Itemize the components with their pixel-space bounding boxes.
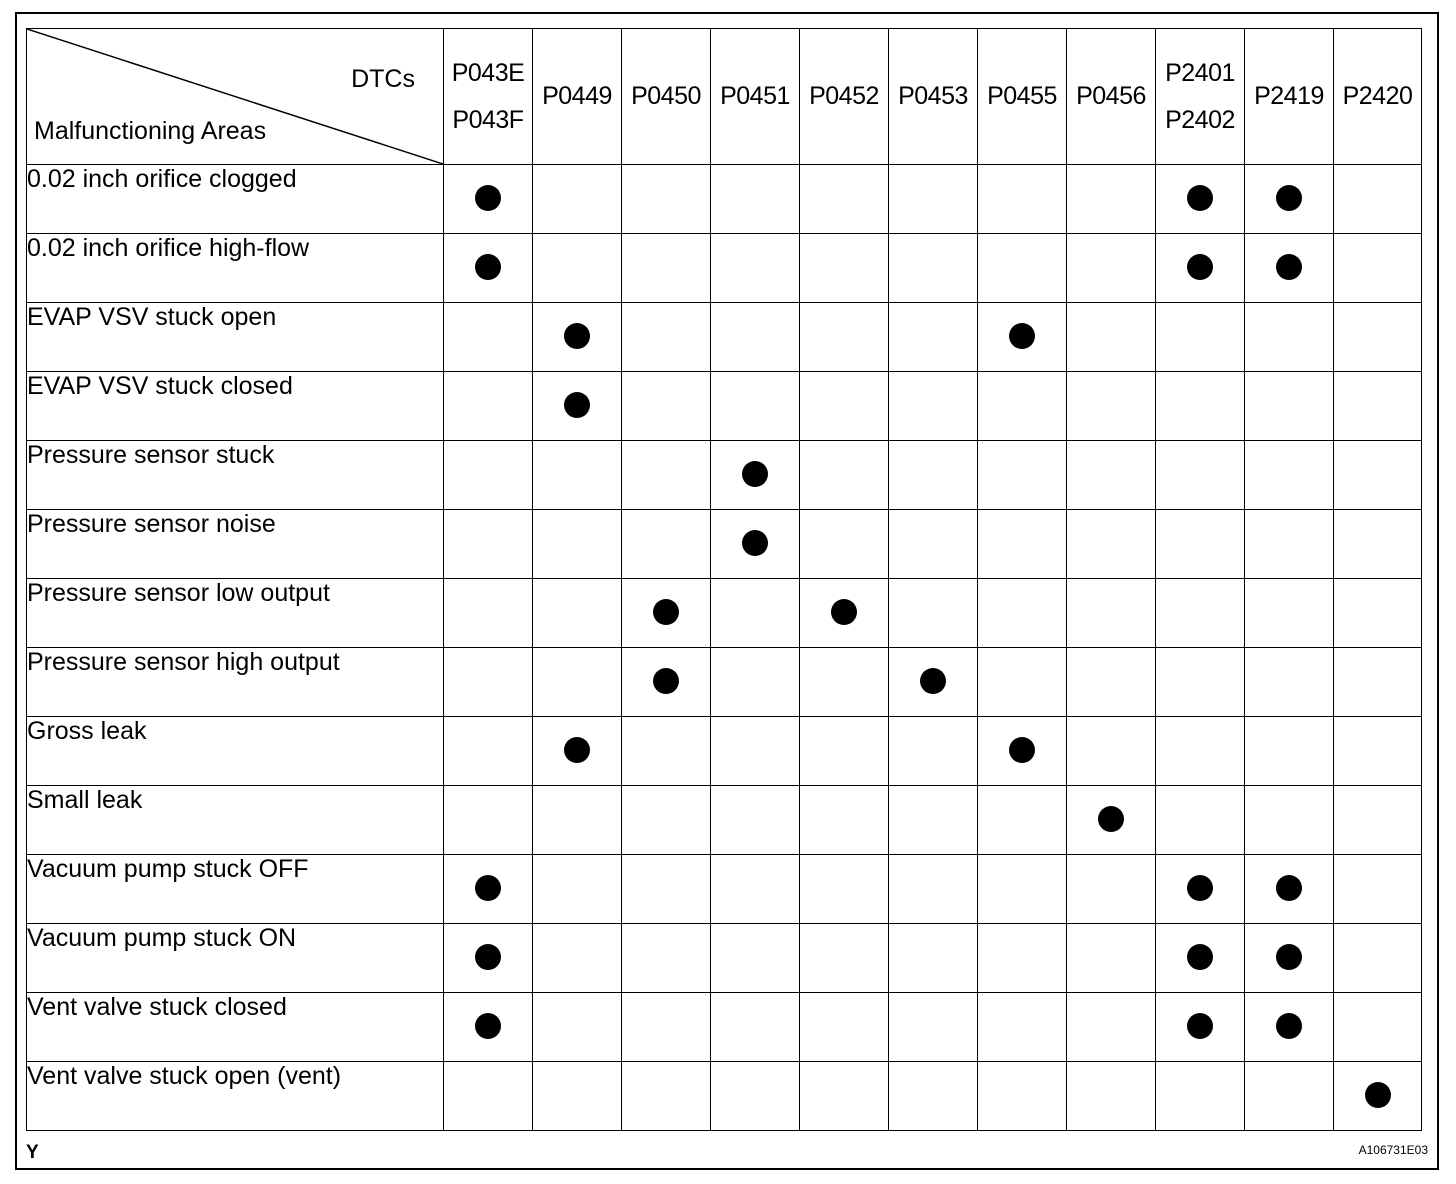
matrix-cell [889, 993, 978, 1062]
matrix-cell [889, 648, 978, 717]
dtc-code-label: P0451 [720, 82, 790, 110]
malfunction-area-label: Pressure sensor noise [27, 510, 444, 579]
table-row [27, 1062, 1422, 1131]
matrix-cell [1067, 924, 1156, 993]
dtc-code-label: P0449 [542, 82, 612, 110]
matrix-cell [1245, 855, 1334, 924]
matrix-cell [1067, 441, 1156, 510]
table-row [27, 648, 1422, 717]
matrix-cell [1334, 372, 1422, 441]
matrix-cell [444, 786, 533, 855]
matrix-cell [978, 165, 1067, 234]
applicable-dot-icon [1276, 254, 1302, 280]
matrix-cell [533, 441, 622, 510]
applicable-dot-icon [1187, 875, 1213, 901]
matrix-cell [711, 717, 800, 786]
applicable-dot-icon [920, 668, 946, 694]
applicable-dot-icon [1276, 875, 1302, 901]
matrix-cell [1067, 993, 1156, 1062]
matrix-cell [1334, 579, 1422, 648]
matrix-cell [533, 303, 622, 372]
matrix-cell [978, 993, 1067, 1062]
dtc-column-header [1156, 29, 1245, 165]
dtc-code-label: P043F [452, 105, 524, 134]
matrix-cell [1067, 786, 1156, 855]
dtc-code-label: P0452 [809, 82, 879, 110]
dtcs-label: DTCs [351, 65, 415, 93]
matrix-cell [978, 510, 1067, 579]
table-row [27, 717, 1422, 786]
matrix-cell [444, 441, 533, 510]
matrix-cell [800, 1062, 889, 1131]
matrix-cell [889, 510, 978, 579]
matrix-cell [889, 372, 978, 441]
matrix-cell [444, 993, 533, 1062]
matrix-cell [1334, 441, 1422, 510]
matrix-cell [978, 372, 1067, 441]
matrix-cell [1245, 717, 1334, 786]
matrix-cell [1067, 303, 1156, 372]
matrix-cell [711, 579, 800, 648]
applicable-dot-icon [1009, 323, 1035, 349]
table-row [27, 303, 1422, 372]
matrix-cell [1334, 1062, 1422, 1131]
applicable-dot-icon [1187, 254, 1213, 280]
matrix-cell [711, 648, 800, 717]
header-row [27, 29, 1422, 165]
matrix-cell [533, 717, 622, 786]
table-body [27, 165, 1422, 1131]
matrix-cell [622, 924, 711, 993]
matrix-cell [711, 1062, 800, 1131]
matrix-cell [1156, 165, 1245, 234]
matrix-cell [711, 855, 800, 924]
malfunction-area-label: 0.02 inch orifice clogged [27, 165, 444, 234]
dtc-column-header [978, 29, 1067, 165]
matrix-cell [978, 234, 1067, 303]
matrix-cell [1067, 234, 1156, 303]
table-row [27, 234, 1422, 303]
dtc-code-label: P2401 [1165, 58, 1235, 87]
table-row [27, 579, 1422, 648]
dtc-matrix-table [26, 28, 1422, 1131]
matrix-cell [978, 924, 1067, 993]
dtc-column-header [622, 29, 711, 165]
applicable-dot-icon [653, 668, 679, 694]
matrix-cell [1334, 234, 1422, 303]
matrix-cell [533, 855, 622, 924]
matrix-cell [1245, 579, 1334, 648]
dtc-code-label: P0455 [987, 82, 1057, 110]
applicable-dot-icon [1187, 944, 1213, 970]
applicable-dot-icon [1276, 185, 1302, 211]
applicable-dot-icon [742, 461, 768, 487]
matrix-cell [800, 579, 889, 648]
matrix-cell [533, 579, 622, 648]
matrix-cell [1067, 1062, 1156, 1131]
matrix-cell [533, 648, 622, 717]
matrix-cell [444, 1062, 533, 1131]
matrix-cell [1156, 648, 1245, 717]
matrix-cell [444, 717, 533, 786]
applicable-dot-icon [475, 185, 501, 211]
matrix-cell [978, 786, 1067, 855]
figure-marker: Y [26, 1142, 39, 1163]
table-row [27, 510, 1422, 579]
matrix-cell [622, 648, 711, 717]
matrix-cell [1156, 234, 1245, 303]
matrix-cell [1245, 441, 1334, 510]
malfunctioning-areas-label: Malfunctioning Areas [34, 117, 267, 145]
dtc-column-header [1334, 29, 1422, 165]
applicable-dot-icon [475, 944, 501, 970]
matrix-cell [1334, 993, 1422, 1062]
matrix-cell [889, 855, 978, 924]
table-row [27, 924, 1422, 993]
applicable-dot-icon [564, 737, 590, 763]
matrix-cell [1334, 786, 1422, 855]
applicable-dot-icon [1365, 1082, 1391, 1108]
matrix-cell [1334, 648, 1422, 717]
table-row [27, 855, 1422, 924]
matrix-cell [444, 924, 533, 993]
dtc-column-header [444, 29, 533, 165]
malfunction-area-label: Gross leak [27, 717, 444, 786]
matrix-cell [533, 372, 622, 441]
matrix-cell [1156, 786, 1245, 855]
matrix-cell [444, 234, 533, 303]
dtc-code-label: P043E [451, 58, 525, 87]
dtc-column-header [711, 29, 800, 165]
malfunction-area-label: Vacuum pump stuck ON [27, 924, 444, 993]
applicable-dot-icon [564, 392, 590, 418]
matrix-cell [1334, 303, 1422, 372]
matrix-cell [978, 303, 1067, 372]
matrix-cell [622, 1062, 711, 1131]
malfunction-area-label: Pressure sensor low output [27, 579, 444, 648]
matrix-cell [711, 786, 800, 855]
matrix-cell [889, 1062, 978, 1131]
matrix-cell [1245, 993, 1334, 1062]
matrix-cell [889, 579, 978, 648]
matrix-cell [1245, 372, 1334, 441]
malfunction-area-label: Pressure sensor high output [27, 648, 444, 717]
applicable-dot-icon [1009, 737, 1035, 763]
matrix-cell [533, 234, 622, 303]
malfunction-area-label: Vacuum pump stuck OFF [27, 855, 444, 924]
matrix-cell [978, 648, 1067, 717]
matrix-cell [889, 165, 978, 234]
matrix-cell [1067, 579, 1156, 648]
matrix-cell [711, 924, 800, 993]
matrix-cell [711, 165, 800, 234]
matrix-cell [800, 510, 889, 579]
matrix-cell [1245, 510, 1334, 579]
applicable-dot-icon [1187, 185, 1213, 211]
dtc-code-label: P0450 [631, 82, 701, 110]
applicable-dot-icon [475, 875, 501, 901]
matrix-cell [978, 579, 1067, 648]
matrix-cell [622, 717, 711, 786]
matrix-cell [1156, 510, 1245, 579]
matrix-cell [1156, 717, 1245, 786]
dtc-column-header [889, 29, 978, 165]
matrix-cell [622, 165, 711, 234]
malfunction-area-label: 0.02 inch orifice high-flow [27, 234, 444, 303]
dtc-column-header [1067, 29, 1156, 165]
dtc-column-header [533, 29, 622, 165]
matrix-cell [1067, 855, 1156, 924]
applicable-dot-icon [475, 254, 501, 280]
matrix-cell [1156, 1062, 1245, 1131]
applicable-dot-icon [653, 599, 679, 625]
matrix-cell [533, 993, 622, 1062]
applicable-dot-icon [831, 599, 857, 625]
dtc-code-label: P2402 [1165, 105, 1235, 134]
matrix-cell [444, 165, 533, 234]
matrix-cell [444, 303, 533, 372]
matrix-cell [622, 993, 711, 1062]
applicable-dot-icon [475, 1013, 501, 1039]
matrix-cell [533, 1062, 622, 1131]
figure-id: A106731E03 [1358, 1143, 1428, 1157]
matrix-cell [444, 855, 533, 924]
malfunction-area-label: Vent valve stuck closed [27, 993, 444, 1062]
matrix-cell [800, 234, 889, 303]
matrix-cell [711, 234, 800, 303]
matrix-cell [1334, 717, 1422, 786]
matrix-cell [800, 165, 889, 234]
matrix-cell [1156, 441, 1245, 510]
dtc-column-header [1245, 29, 1334, 165]
table-row [27, 165, 1422, 234]
matrix-cell [711, 993, 800, 1062]
matrix-cell [800, 372, 889, 441]
malfunction-area-label: EVAP VSV stuck open [27, 303, 444, 372]
matrix-cell [444, 579, 533, 648]
matrix-cell [1245, 303, 1334, 372]
matrix-cell [800, 441, 889, 510]
matrix-cell [889, 924, 978, 993]
matrix-cell [1334, 855, 1422, 924]
matrix-cell [978, 855, 1067, 924]
matrix-cell [711, 441, 800, 510]
matrix-cell [622, 510, 711, 579]
matrix-cell [800, 717, 889, 786]
matrix-cell [800, 786, 889, 855]
matrix-cell [1334, 924, 1422, 993]
matrix-cell [889, 234, 978, 303]
dtc-code-label: P2419 [1254, 82, 1324, 110]
matrix-cell [889, 303, 978, 372]
matrix-cell [533, 924, 622, 993]
matrix-cell [622, 234, 711, 303]
matrix-cell [711, 510, 800, 579]
applicable-dot-icon [1098, 806, 1124, 832]
matrix-cell [889, 717, 978, 786]
applicable-dot-icon [742, 530, 768, 556]
malfunction-area-label: Vent valve stuck open (vent) [27, 1062, 444, 1131]
matrix-cell [1156, 579, 1245, 648]
matrix-cell [622, 303, 711, 372]
matrix-cell [711, 303, 800, 372]
matrix-cell [1245, 234, 1334, 303]
applicable-dot-icon [1276, 1013, 1302, 1039]
corner-header-cell [27, 29, 444, 165]
matrix-cell [800, 855, 889, 924]
matrix-cell [444, 510, 533, 579]
matrix-cell [444, 648, 533, 717]
matrix-cell [889, 441, 978, 510]
matrix-cell [1067, 165, 1156, 234]
matrix-cell [1334, 165, 1422, 234]
matrix-cell [533, 510, 622, 579]
malfunction-area-label: Pressure sensor stuck [27, 441, 444, 510]
matrix-cell [1245, 924, 1334, 993]
matrix-cell [1334, 510, 1422, 579]
matrix-cell [622, 786, 711, 855]
matrix-cell [533, 165, 622, 234]
table-row [27, 786, 1422, 855]
matrix-cell [1245, 165, 1334, 234]
matrix-cell [889, 786, 978, 855]
matrix-cell [800, 993, 889, 1062]
dtc-code-label: P0453 [898, 82, 968, 110]
matrix-cell [622, 441, 711, 510]
dtc-code-label: P2420 [1342, 82, 1413, 110]
matrix-cell [1067, 372, 1156, 441]
matrix-cell [1156, 993, 1245, 1062]
dtc-column-header [800, 29, 889, 165]
malfunction-area-label: Small leak [27, 786, 444, 855]
matrix-cell [800, 924, 889, 993]
dtc-code-label: P0456 [1076, 82, 1146, 110]
matrix-cell [1156, 855, 1245, 924]
matrix-cell [444, 372, 533, 441]
matrix-cell [711, 372, 800, 441]
applicable-dot-icon [1187, 1013, 1213, 1039]
applicable-dot-icon [1276, 944, 1302, 970]
matrix-cell [1067, 648, 1156, 717]
matrix-cell [800, 648, 889, 717]
table-row [27, 441, 1422, 510]
applicable-dot-icon [564, 323, 590, 349]
matrix-cell [622, 579, 711, 648]
matrix-cell [800, 303, 889, 372]
matrix-cell [1245, 1062, 1334, 1131]
matrix-cell [533, 786, 622, 855]
matrix-cell [1156, 924, 1245, 993]
table-row [27, 372, 1422, 441]
matrix-cell [1245, 786, 1334, 855]
matrix-cell [1156, 372, 1245, 441]
matrix-cell [622, 855, 711, 924]
matrix-cell [622, 372, 711, 441]
matrix-cell [978, 1062, 1067, 1131]
matrix-cell [1067, 510, 1156, 579]
matrix-cell [978, 717, 1067, 786]
matrix-cell [1156, 303, 1245, 372]
matrix-cell [978, 441, 1067, 510]
matrix-cell [1067, 717, 1156, 786]
table-row [27, 993, 1422, 1062]
malfunction-area-label: EVAP VSV stuck closed [27, 372, 444, 441]
matrix-cell [1245, 648, 1334, 717]
